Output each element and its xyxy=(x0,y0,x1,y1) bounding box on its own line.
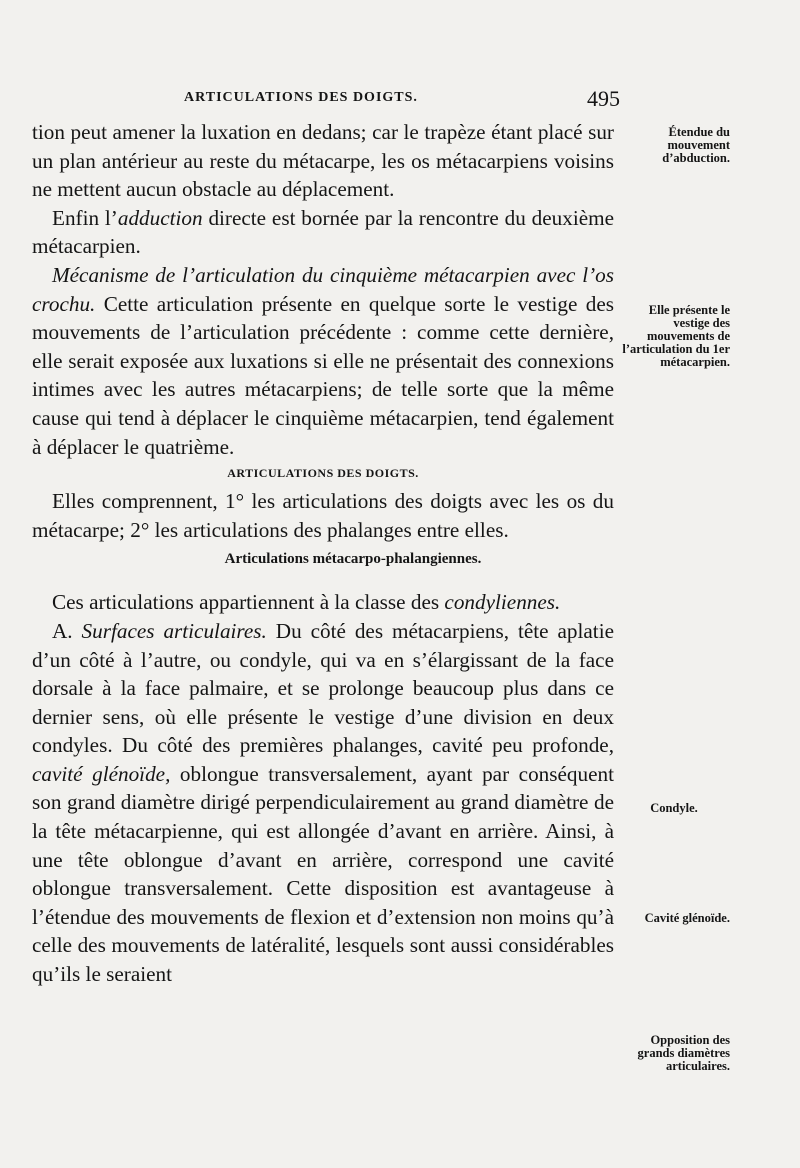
subheading: Articulations métacarpo-phalangiennes. xyxy=(224,551,482,568)
paragraph-1: tion peut amener la luxation en dedans; car le trapèze étant placé sur un plan antérieur au reste du métacarpe, les os métacarpiens voisins ne mettent aucun obstacle au déplacement. xyxy=(32,120,614,202)
paragraph-2: Enfin l’adduction directe est bornée par la rencontre du deuxième métacarpien. xyxy=(32,205,615,259)
margin-note-abduction: Étendue du mouvement d’abduction. xyxy=(662,125,730,165)
running-head xyxy=(120,86,620,112)
margin-note-glenoid: Cavité glénoïde. xyxy=(644,911,730,925)
paragraph-3: Mécanisme de l’articulation du cinquième métacarpien avec l’os crochu. Cette articulation présente en quelque sorte le vestige des mouvements de l’articulation précédente : comme cette dernière, elle serait exposée aux luxations si elle ne présentait des connexions intimes avec les autres métacarpiens; de telle sorte que la même cause qui tend à déplacer le cinquième métacarpien, tend également à déplacer le quatrième. xyxy=(32,262,614,459)
margin-note-condyle: Condyle. xyxy=(650,801,698,815)
running-head-title: ARTICULATIONS DES DOIGTS. xyxy=(184,90,418,105)
margin-note-opposition: Opposition des grands diamètres articulaires. xyxy=(637,1033,730,1073)
section-heading: ARTICULATIONS DES DOIGTS. xyxy=(227,466,419,481)
margin-note-vestige: Elle présente le vestige des mouvements de l’articulation du 1er métacarpien. xyxy=(622,303,730,369)
paragraph-5: Ces articulations appartiennent à la classe des condyliennes. xyxy=(52,590,561,615)
page-number: 495 xyxy=(587,86,620,111)
paragraph-6: A. Surfaces articulaires. Du côté des métacarpiens, tête aplatie d’un côté à l’autre, ou condyle, qui va en s’élargissant de la face dorsale à la face palmaire, et se prolonge beaucoup plus dans ce dernier sens, où elle présente le vestige d’une division en deux condyles. Du côté des premières phalanges, cavité peu profonde, cavité glénoïde, oblongue transversalement, ayant par conséquent son grand diamètre dirigé perpendiculairement au grand diamètre de la tête métacarpienne, qui est allongée d’avant en arrière. Ainsi, à une tête oblongue d’avant en arrière, correspond une cavité oblongue transversalement. Cette disposition est avantageuse à l’étendue des mouvements de flexion et d’extension non moins qu’à celle des mouvements de latéralité, lesquels sont aussi considérables qu’ils le seraient xyxy=(32,618,614,987)
paragraph-4: Elles comprennent, 1° les articulations des doigts avec les os du métacarpe; 2° les articulations des phalanges entre elles. xyxy=(32,489,614,542)
main-text xyxy=(32,118,614,989)
